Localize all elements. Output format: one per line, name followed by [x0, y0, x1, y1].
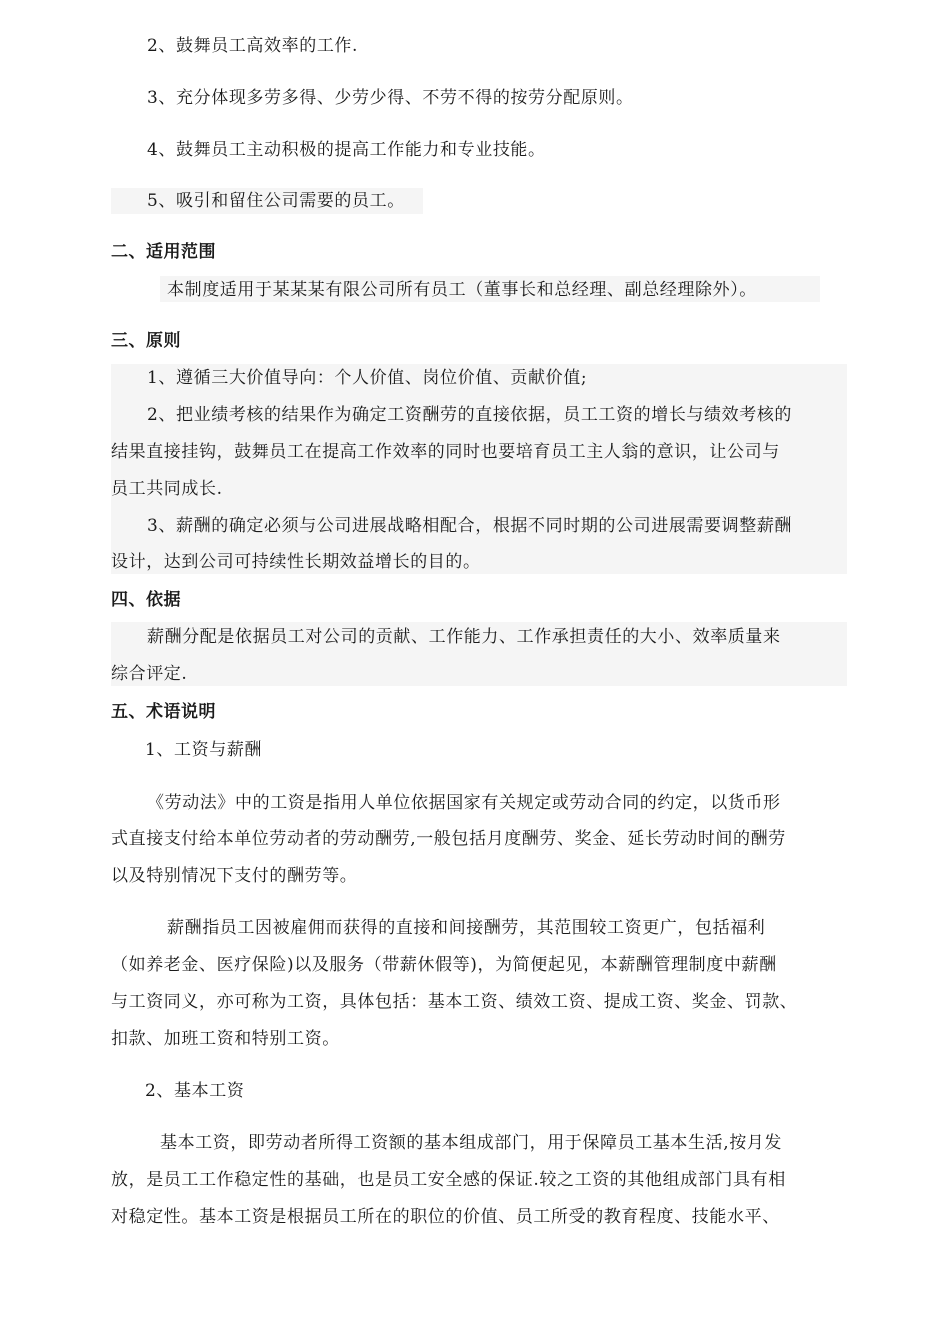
section-heading-terms: 五、术语说明: [111, 702, 216, 722]
intro-item: 3、充分体现多劳多得、少劳少得、不劳不得的按劳分配原则。: [147, 88, 634, 108]
principle-line: 2、把业绩考核的结果作为确定工资酬劳的直接依据，员工工资的增长与绩效考核的: [147, 405, 793, 425]
principle-line: 1、遵循三大价值导向：个人价值、岗位价值、贡献价值;: [147, 368, 588, 388]
paragraph-line: 扣款、加班工资和特别工资。: [111, 1029, 340, 1049]
paragraph-line: （如养老金、医疗保险)以及服务（带薪休假等)，为简便起见，本薪酬管理制度中薪酬: [111, 955, 777, 975]
scope-text: 本制度适用于某某某有限公司所有员工（董事长和总经理、副总经理除外）。: [167, 280, 757, 300]
section-heading-basis: 四、依据: [111, 590, 181, 610]
principle-line: 员工共同成长.: [111, 479, 223, 499]
principle-line: 结果直接挂钩，鼓舞员工在提高工作效率的同时也要培育员工主人翁的意识，让公司与: [111, 442, 780, 462]
section-heading-principles: 三、原则: [111, 331, 181, 351]
paragraph-line: 基本工资，即劳动者所得工资额的基本组成部门，用于保障员工基本生活,按月发: [160, 1133, 783, 1153]
section-heading-scope: 二、适用范围: [111, 242, 216, 262]
intro-item: 5、吸引和留住公司需要的员工。: [147, 191, 405, 211]
paragraph-line: 式直接支付给本单位劳动者的劳动酬劳,一般包括月度酬劳、奖金、延长劳动时间的酬劳: [111, 829, 786, 849]
paragraph-line: 对稳定性。基本工资是根据员工所在的职位的价值、员工所受的教育程度、技能水平、: [111, 1207, 780, 1227]
principle-line: 设计，达到公司可持续性长期效益增长的目的。: [111, 552, 481, 572]
paragraph-line: 以及特别情况下支付的酬劳等。: [111, 866, 358, 886]
intro-item: 2、鼓舞员工高效率的工作.: [147, 36, 359, 56]
paragraph-line: 放，是员工工作稳定性的基础，也是员工安全感的保证.较之工资的其他组成部门具有相: [111, 1170, 786, 1190]
basis-line: 综合评定.: [111, 664, 188, 684]
basis-line: 薪酬分配是依据员工对公司的贡献、工作能力、工作承担责任的大小、效率质量来: [147, 627, 781, 647]
subsection-title: 1、工资与薪酬: [145, 740, 263, 760]
paragraph-line: 与工资同义，亦可称为工资，具体包括：基本工资、绩效工资、提成工资、奖金、罚款、: [111, 992, 798, 1012]
intro-item: 4、鼓舞员工主动积极的提高工作能力和专业技能。: [147, 140, 546, 160]
subsection-title: 2、基本工资: [145, 1081, 245, 1101]
highlight-band: [111, 364, 847, 574]
paragraph-line: 薪酬指员工因被雇佣而获得的直接和间接酬劳，其范围较工资更广，包括福利: [167, 918, 766, 938]
paragraph-line: 《劳动法》中的工资是指用人单位依据国家有关规定或劳动合同的约定，以货币形: [147, 793, 781, 813]
principle-line: 3、薪酬的确定必须与公司进展战略相配合，根据不同时期的公司进展需要调整薪酬: [147, 516, 793, 536]
